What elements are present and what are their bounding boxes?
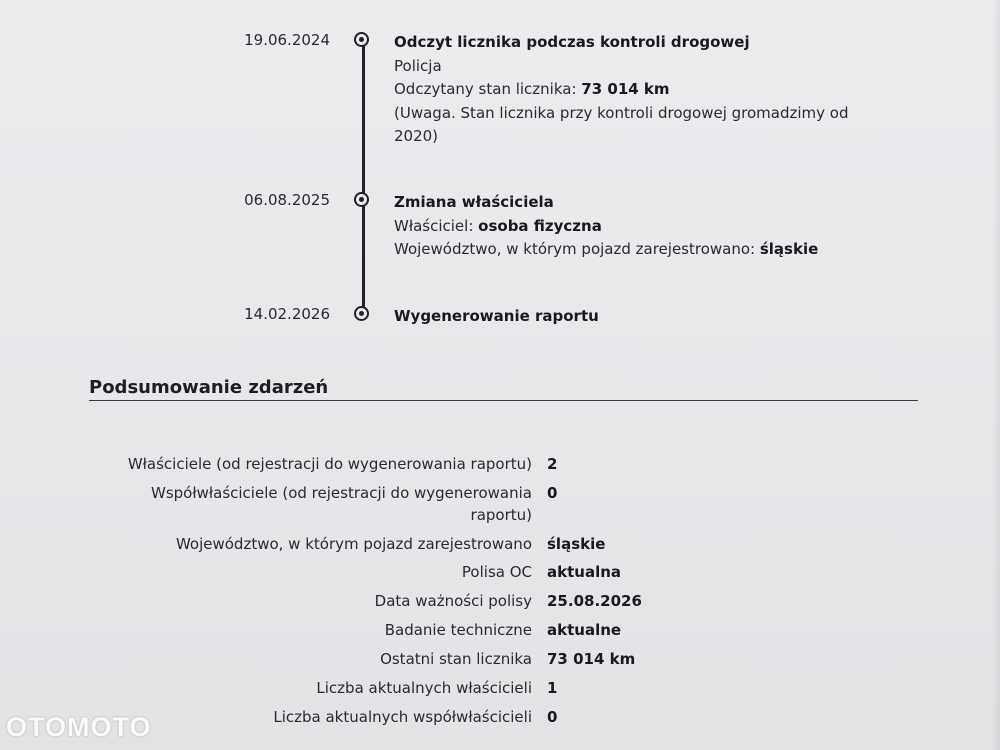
event-voivodeship [394, 238, 854, 262]
event-body [394, 191, 854, 262]
event-note: (Uwaga. Stan licznika przy kontroli drogowej gromadzimy od 2020) [394, 103, 849, 145]
event-source: Policja [394, 56, 442, 75]
event-date: 19.06.2024 [244, 31, 330, 49]
voivodeship-label: Województwo, w którym pojazd zarejestrowano: [394, 240, 760, 258]
timeline-dot-icon [354, 306, 369, 321]
summary-heading: Podsumowanie zdarzeń [89, 377, 329, 398]
voivodeship-value: śląskie [759, 240, 819, 258]
otomoto-watermark: OTOMOTO [6, 712, 152, 742]
page-edge-shadow [992, 0, 1000, 750]
event-title: Wygenerowanie raportu [394, 307, 599, 325]
summary-value: 2 [547, 455, 558, 473]
event-date: 14.02.2026 [244, 305, 330, 323]
summary-divider [89, 400, 918, 401]
timeline-dot-icon [354, 192, 369, 207]
summary-value: aktualne [547, 621, 622, 639]
summary-label: Liczba aktualnych właścicieli [316, 679, 532, 697]
summary-label: Liczba aktualnych współwłaścicieli [273, 708, 532, 726]
event-date: 06.08.2025 [244, 191, 330, 209]
summary-value: śląskie [547, 535, 606, 553]
event-title: Zmiana właściciela [394, 193, 554, 211]
summary-value: 0 [547, 708, 558, 726]
event-title: Odczyt licznika podczas kontroli drogowej [394, 33, 750, 51]
event-owner [394, 215, 854, 239]
timeline-dot-icon [354, 32, 369, 47]
event-body [394, 305, 854, 329]
event-odometer [394, 78, 854, 102]
timeline-line [362, 40, 365, 316]
odometer-value: 73 014 km [581, 80, 670, 98]
owner-label: Właściciel: [394, 216, 479, 235]
summary-value: 1 [547, 679, 558, 697]
summary-label: Badanie techniczne [384, 621, 532, 639]
summary-value: 25.08.2026 [547, 592, 642, 610]
summary-label: Właściciele (od rejestracji do wygenerowania raportu) [127, 455, 532, 473]
summary-value: aktualna [547, 563, 622, 581]
event-body [394, 31, 854, 149]
summary-value: 73 014 km [547, 650, 636, 668]
summary-label: Ostatni stan licznika [380, 650, 532, 668]
summary-label: Polisa OC [461, 563, 532, 581]
summary-value: 0 [547, 484, 558, 502]
summary-label: Współwłaściciele (od rejestracji do wygenerowania raportu) [151, 484, 532, 524]
summary-label: Województwo, w którym pojazd zarejestrowano [175, 535, 532, 553]
owner-value: osoba fizyczna [478, 216, 602, 235]
odometer-label: Odczytany stan licznika: [394, 80, 582, 98]
summary-label: Data ważności polisy [374, 592, 532, 610]
